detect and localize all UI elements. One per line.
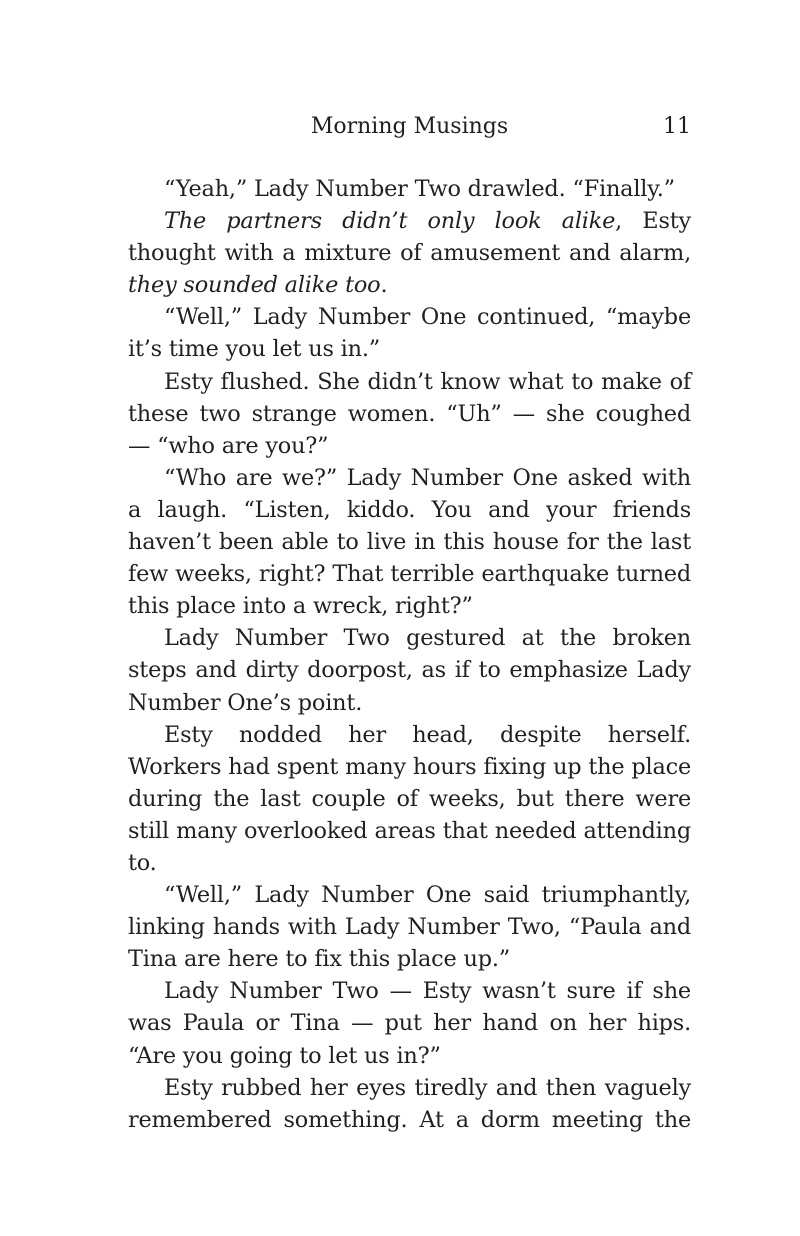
paragraph [128, 622, 691, 718]
paragraph [128, 1072, 691, 1136]
text-run: Esty flushed. She didn’t know what to make of these two strange women. “Uh” — she coughed — “who are you?” [128, 368, 691, 459]
text-run: , Esty thought with a mixture of amusement and alarm, [128, 208, 691, 267]
paragraph [128, 301, 691, 365]
paragraph [128, 879, 691, 975]
italic-text: they sounded alike too [128, 272, 381, 299]
book-page [128, 0, 691, 1236]
paragraph [128, 975, 691, 1071]
paragraph [128, 173, 691, 205]
running-title: Morning Musings [310, 114, 509, 139]
paragraph [128, 366, 691, 462]
text-run: . [380, 272, 388, 299]
text-run: Esty rubbed her eyes tiredly and then vaguely remembered something. At a dorm meeting the [128, 1074, 691, 1133]
body-text [128, 173, 691, 1136]
text-run: “Yeah,” Lady Number Two drawled. “Finally.” [164, 176, 675, 202]
running-header [128, 112, 691, 142]
text-run: Esty nodded her head, despite herself. Workers had spent many hours fixing up the place during the last couple of weeks, but there were still many overlooked areas that needed attending to. [128, 721, 691, 876]
page-number: 11 [663, 114, 691, 139]
text-run: “Who are we?” Lady Number One asked with a laugh. “Listen, kiddo. You and your friends haven’t been able to live in this house for the last few weeks, right? That terrible earthquake turned this place into a wreck, right?” [128, 464, 691, 620]
paragraph [128, 205, 691, 301]
paragraph [128, 462, 691, 622]
paragraph [128, 719, 691, 879]
text-run: Lady Number Two gestured at the broken steps and dirty doorpost, as if to emphasize Lady Number One’s point. [128, 625, 691, 716]
text-run: “Well,” Lady Number One continued, “maybe it’s time you let us in.” [128, 304, 691, 363]
italic-text: The partners didn’t only look alike [164, 208, 616, 235]
text-run: “Well,” Lady Number One said triumphantly, linking hands with Lady Number Two, “Paula and Tina are here to fix this place up.” [128, 882, 691, 973]
text-run: Lady Number Two — Esty wasn’t sure if she was Paula or Tina — put her hand on her hips. “Are you going to let us in?” [128, 978, 691, 1069]
